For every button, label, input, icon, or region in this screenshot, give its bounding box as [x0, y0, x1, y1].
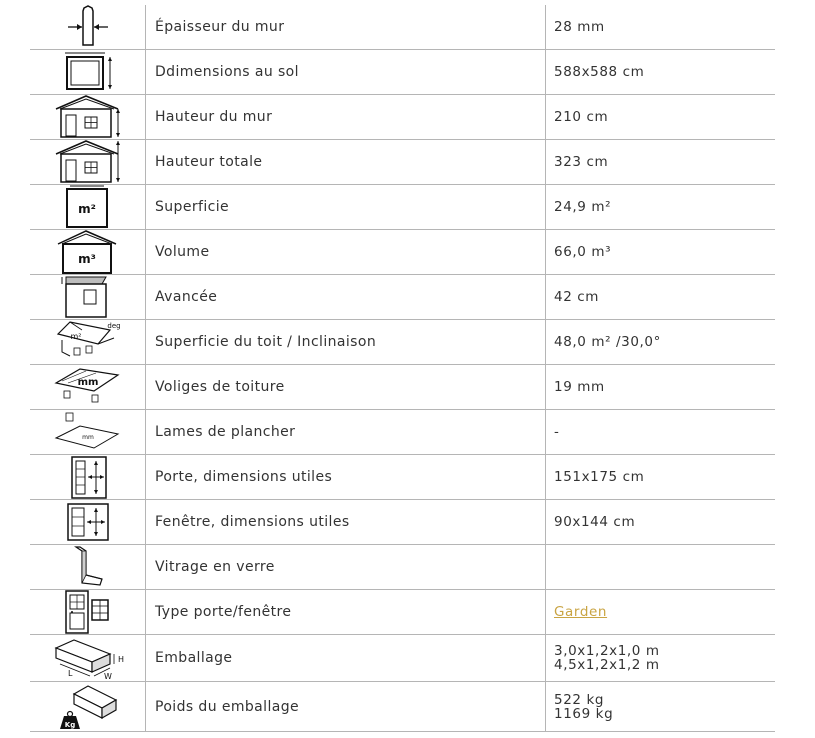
spec-value: - [546, 410, 776, 455]
table-row [30, 185, 775, 230]
roof-boards-icon [52, 365, 124, 409]
svg-text:m³: m³ [77, 252, 96, 266]
spec-label: Fenêtre, dimensions utiles [146, 500, 546, 545]
spec-label: Lames de plancher [146, 410, 546, 455]
spec-label: Épaisseur du mur [146, 5, 546, 50]
svg-text:m²: m² [77, 202, 96, 216]
svg-text:H: H [117, 655, 124, 664]
spec-label: Type porte/fenêtre [146, 590, 546, 635]
spec-label: Hauteur totale [146, 140, 546, 185]
table-row [30, 140, 775, 185]
table-row [30, 410, 775, 455]
table-row [30, 635, 775, 682]
spec-value: 210 cm [546, 95, 776, 140]
glazing-icon [58, 545, 118, 589]
table-row [30, 5, 775, 50]
spec-value: 588x588 cm [546, 50, 776, 95]
svg-text:mm: mm [81, 434, 94, 441]
spec-value: 323 cm [546, 140, 776, 185]
spec-label: Vitrage en verre [146, 545, 546, 590]
spec-label: Porte, dimensions utiles [146, 455, 546, 500]
svg-text:m²: m² [70, 332, 81, 341]
package-dimensions-icon [52, 636, 124, 680]
svg-text:deg: deg [106, 322, 121, 330]
volume-m3-icon [55, 230, 121, 274]
spec-label: Hauteur du mur [146, 95, 546, 140]
spec-value: 19 mm [546, 365, 776, 410]
spec-value-line: 4,5x1,2x1,2 m [554, 657, 660, 673]
table-row [30, 455, 775, 500]
overhang-icon [58, 275, 118, 319]
area-m2-icon [58, 185, 118, 229]
wall-thickness-icon [58, 5, 118, 49]
spec-label: Emballage [146, 635, 546, 682]
floor-dimensions-icon [58, 50, 118, 94]
spec-value: 42 cm [546, 275, 776, 320]
spec-label: Ddimensions au sol [146, 50, 546, 95]
spec-value: 66,0 m³ [546, 230, 776, 275]
table-row [30, 95, 775, 140]
spec-value: 28 mm [546, 5, 776, 50]
table-row [30, 590, 775, 635]
door-dimensions-icon [58, 455, 118, 499]
specifications-table [30, 5, 775, 732]
floor-boards-icon [52, 410, 124, 454]
table-row [30, 500, 775, 545]
svg-text:Kg: Kg [64, 720, 75, 729]
spec-label: Avancée [146, 275, 546, 320]
table-row [30, 682, 775, 732]
spec-label: Poids du emballage [146, 682, 546, 732]
total-height-icon [52, 140, 124, 184]
spec-value: 24,9 m² [546, 185, 776, 230]
svg-text:mm: mm [77, 377, 98, 388]
door-window-type-icon [58, 590, 118, 634]
wall-height-icon [52, 95, 124, 139]
spec-label: Superficie du toit / Inclinaison [146, 320, 546, 365]
spec-value [546, 545, 776, 590]
window-dimensions-icon [58, 500, 118, 544]
spec-label: Voliges de toiture [146, 365, 546, 410]
spec-value: 48,0 m² /30,0° [546, 320, 776, 365]
spec-value-line: 3,0x1,2x1,0 m [554, 643, 660, 659]
svg-text:L: L [67, 669, 72, 678]
table-row [30, 50, 775, 95]
table-row [30, 230, 775, 275]
spec-value-line: 1169 kg [554, 705, 614, 722]
table-row [30, 275, 775, 320]
table-row [30, 320, 775, 365]
spec-value: 90x144 cm [546, 500, 776, 545]
spec-value-line: 522 kg [554, 691, 605, 708]
roof-area-pitch-icon [52, 320, 124, 364]
spec-label: Superficie [146, 185, 546, 230]
table-row [30, 545, 775, 590]
spec-value: 151x175 cm [546, 455, 776, 500]
package-weight-icon [52, 684, 124, 730]
garden-type-link[interactable]: Garden [554, 604, 608, 620]
svg-text:W: W [103, 672, 112, 680]
table-row [30, 365, 775, 410]
spec-label: Volume [146, 230, 546, 275]
